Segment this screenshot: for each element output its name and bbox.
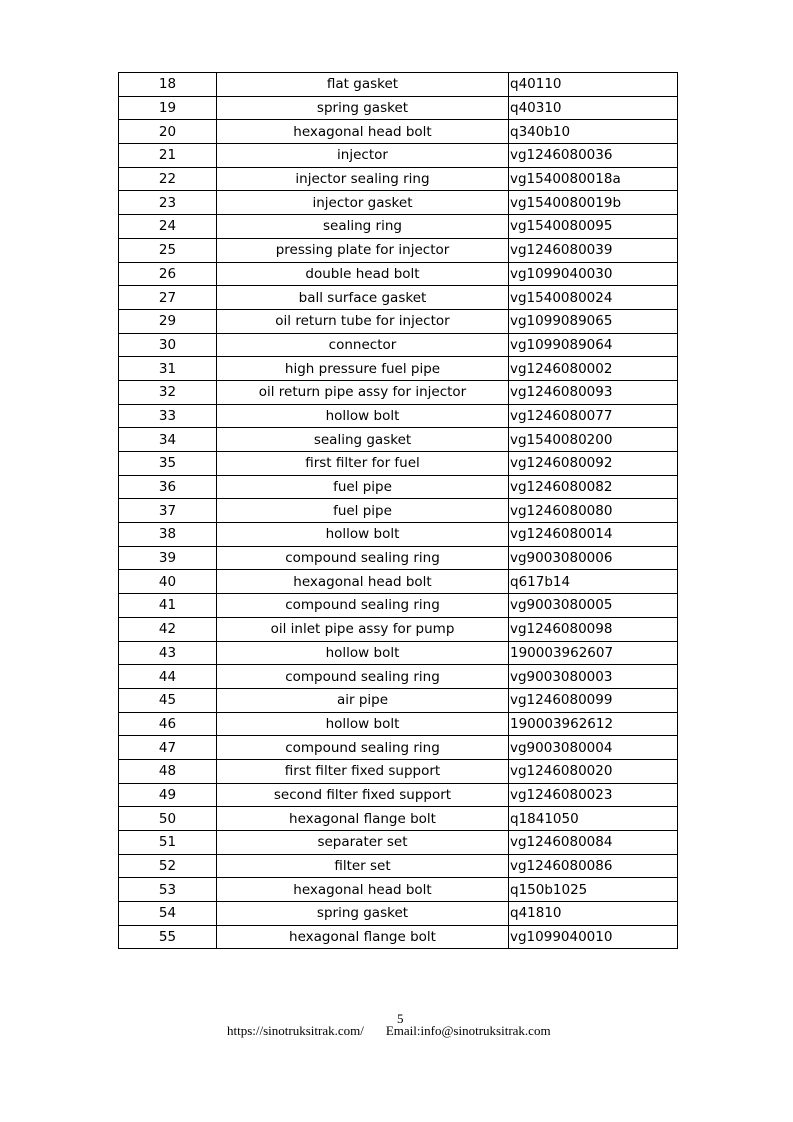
part-code-cell: vg1246080002 xyxy=(509,357,678,381)
part-name-cell: injector sealing ring xyxy=(217,167,509,191)
part-name-cell: first filter for fuel xyxy=(217,452,509,476)
row-number-cell: 21 xyxy=(119,144,217,168)
part-code-cell: vg1246080093 xyxy=(509,380,678,404)
table-row xyxy=(119,688,678,712)
row-number-cell: 33 xyxy=(119,404,217,428)
part-code-cell: vg1246080039 xyxy=(509,238,678,262)
part-code-cell: vg1246080020 xyxy=(509,759,678,783)
part-name-cell: oil return pipe assy for injector xyxy=(217,380,509,404)
row-number-cell: 31 xyxy=(119,357,217,381)
part-name-cell: hollow bolt xyxy=(217,712,509,736)
table-row xyxy=(119,617,678,641)
table-row xyxy=(119,594,678,618)
part-code-cell: vg1540080200 xyxy=(509,428,678,452)
part-name-cell: hexagonal head bolt xyxy=(217,570,509,594)
table-row xyxy=(119,902,678,926)
table-row xyxy=(119,357,678,381)
part-name-cell: compound sealing ring xyxy=(217,546,509,570)
table-row xyxy=(119,120,678,144)
part-code-cell: vg1540080019b xyxy=(509,191,678,215)
part-name-cell: ball surface gasket xyxy=(217,286,509,310)
part-name-cell: hexagonal flange bolt xyxy=(217,807,509,831)
parts-table-body xyxy=(119,73,678,949)
table-row xyxy=(119,191,678,215)
page-number: 5 xyxy=(397,1011,404,1026)
part-name-cell: separater set xyxy=(217,831,509,855)
part-code-cell: vg1540080095 xyxy=(509,215,678,239)
row-number-cell: 41 xyxy=(119,594,217,618)
part-code-cell: vg9003080003 xyxy=(509,665,678,689)
row-number-cell: 51 xyxy=(119,831,217,855)
part-name-cell: fuel pipe xyxy=(217,475,509,499)
part-name-cell: injector gasket xyxy=(217,191,509,215)
part-name-cell: second filter fixed support xyxy=(217,783,509,807)
part-code-cell: vg1099040010 xyxy=(509,925,678,949)
part-code-cell: vg1246080023 xyxy=(509,783,678,807)
table-row xyxy=(119,831,678,855)
part-code-cell: vg1246080080 xyxy=(509,499,678,523)
row-number-cell: 26 xyxy=(119,262,217,286)
row-number-cell: 18 xyxy=(119,73,217,97)
part-name-cell: sealing gasket xyxy=(217,428,509,452)
table-row xyxy=(119,712,678,736)
part-code-cell: vg1246080098 xyxy=(509,617,678,641)
part-code-cell: 190003962612 xyxy=(509,712,678,736)
part-name-cell: hexagonal head bolt xyxy=(217,120,509,144)
part-name-cell: hexagonal head bolt xyxy=(217,878,509,902)
table-row xyxy=(119,783,678,807)
row-number-cell: 53 xyxy=(119,878,217,902)
table-row xyxy=(119,428,678,452)
part-code-cell: vg1246080036 xyxy=(509,144,678,168)
part-name-cell: compound sealing ring xyxy=(217,736,509,760)
row-number-cell: 45 xyxy=(119,688,217,712)
row-number-cell: 30 xyxy=(119,333,217,357)
parts-table xyxy=(118,72,678,949)
table-row xyxy=(119,167,678,191)
part-name-cell: high pressure fuel pipe xyxy=(217,357,509,381)
row-number-cell: 39 xyxy=(119,546,217,570)
row-number-cell: 47 xyxy=(119,736,217,760)
table-row xyxy=(119,925,678,949)
part-name-cell: fuel pipe xyxy=(217,499,509,523)
table-row xyxy=(119,665,678,689)
table-row xyxy=(119,878,678,902)
row-number-cell: 37 xyxy=(119,499,217,523)
table-row xyxy=(119,452,678,476)
part-code-cell: q1841050 xyxy=(509,807,678,831)
part-code-cell: vg1540080024 xyxy=(509,286,678,310)
table-row xyxy=(119,523,678,547)
part-name-cell: connector xyxy=(217,333,509,357)
table-row xyxy=(119,641,678,665)
table-row xyxy=(119,96,678,120)
table-row xyxy=(119,499,678,523)
part-code-cell: q40110 xyxy=(509,73,678,97)
footer-contact xyxy=(227,1023,551,1039)
row-number-cell: 35 xyxy=(119,452,217,476)
table-row xyxy=(119,854,678,878)
row-number-cell: 49 xyxy=(119,783,217,807)
row-number-cell: 42 xyxy=(119,617,217,641)
part-code-cell: q41810 xyxy=(509,902,678,926)
row-number-cell: 48 xyxy=(119,759,217,783)
part-code-cell: vg9003080005 xyxy=(509,594,678,618)
part-code-cell: vg1246080082 xyxy=(509,475,678,499)
table-row xyxy=(119,475,678,499)
table-row xyxy=(119,759,678,783)
part-code-cell: vg1540080018a xyxy=(509,167,678,191)
row-number-cell: 54 xyxy=(119,902,217,926)
part-name-cell: double head bolt xyxy=(217,262,509,286)
part-name-cell: hollow bolt xyxy=(217,404,509,428)
row-number-cell: 44 xyxy=(119,665,217,689)
part-name-cell: pressing plate for injector xyxy=(217,238,509,262)
part-name-cell: hollow bolt xyxy=(217,641,509,665)
table-row xyxy=(119,807,678,831)
part-name-cell: air pipe xyxy=(217,688,509,712)
row-number-cell: 46 xyxy=(119,712,217,736)
table-row xyxy=(119,546,678,570)
row-number-cell: 52 xyxy=(119,854,217,878)
part-code-cell: vg1099040030 xyxy=(509,262,678,286)
row-number-cell: 55 xyxy=(119,925,217,949)
footer-email: Email:info@sinotruksitrak.com xyxy=(385,1023,551,1038)
part-name-cell: sealing ring xyxy=(217,215,509,239)
part-name-cell: hollow bolt xyxy=(217,523,509,547)
part-code-cell: vg1246080084 xyxy=(509,831,678,855)
row-number-cell: 32 xyxy=(119,380,217,404)
row-number-cell: 24 xyxy=(119,215,217,239)
part-code-cell: vg9003080004 xyxy=(509,736,678,760)
row-number-cell: 25 xyxy=(119,238,217,262)
row-number-cell: 38 xyxy=(119,523,217,547)
part-name-cell: oil return tube for injector xyxy=(217,309,509,333)
row-number-cell: 36 xyxy=(119,475,217,499)
table-row xyxy=(119,215,678,239)
row-number-cell: 23 xyxy=(119,191,217,215)
part-name-cell: spring gasket xyxy=(217,902,509,926)
table-row xyxy=(119,262,678,286)
part-code-cell: vg1246080077 xyxy=(509,404,678,428)
row-number-cell: 27 xyxy=(119,286,217,310)
table-row xyxy=(119,144,678,168)
table-row xyxy=(119,309,678,333)
table-row xyxy=(119,570,678,594)
part-name-cell: filter set xyxy=(217,854,509,878)
table-row xyxy=(119,333,678,357)
part-code-cell: vg1099089064 xyxy=(509,333,678,357)
row-number-cell: 50 xyxy=(119,807,217,831)
part-name-cell: compound sealing ring xyxy=(217,665,509,689)
part-code-cell: vg1246080014 xyxy=(509,523,678,547)
table-row xyxy=(119,286,678,310)
part-code-cell: q340b10 xyxy=(509,120,678,144)
part-code-cell: vg1246080099 xyxy=(509,688,678,712)
part-code-cell: q150b1025 xyxy=(509,878,678,902)
table-row xyxy=(119,404,678,428)
table-row xyxy=(119,380,678,404)
part-code-cell: vg1099089065 xyxy=(509,309,678,333)
table-row xyxy=(119,73,678,97)
table-row xyxy=(119,238,678,262)
part-name-cell: compound sealing ring xyxy=(217,594,509,618)
part-name-cell: injector xyxy=(217,144,509,168)
part-code-cell: q617b14 xyxy=(509,570,678,594)
row-number-cell: 34 xyxy=(119,428,217,452)
part-code-cell: vg1246080086 xyxy=(509,854,678,878)
part-code-cell: vg1246080092 xyxy=(509,452,678,476)
row-number-cell: 43 xyxy=(119,641,217,665)
part-name-cell: hexagonal flange bolt xyxy=(217,925,509,949)
part-code-cell: vg9003080006 xyxy=(509,546,678,570)
row-number-cell: 22 xyxy=(119,167,217,191)
table-row xyxy=(119,736,678,760)
row-number-cell: 20 xyxy=(119,120,217,144)
footer-website: https://sinotruksitrak.com/ xyxy=(227,1023,364,1038)
part-name-cell: oil inlet pipe assy for pump xyxy=(217,617,509,641)
part-name-cell: first filter fixed support xyxy=(217,759,509,783)
part-code-cell: q40310 xyxy=(509,96,678,120)
row-number-cell: 40 xyxy=(119,570,217,594)
row-number-cell: 19 xyxy=(119,96,217,120)
part-name-cell: flat gasket xyxy=(217,73,509,97)
part-code-cell: 190003962607 xyxy=(509,641,678,665)
row-number-cell: 29 xyxy=(119,309,217,333)
part-name-cell: spring gasket xyxy=(217,96,509,120)
